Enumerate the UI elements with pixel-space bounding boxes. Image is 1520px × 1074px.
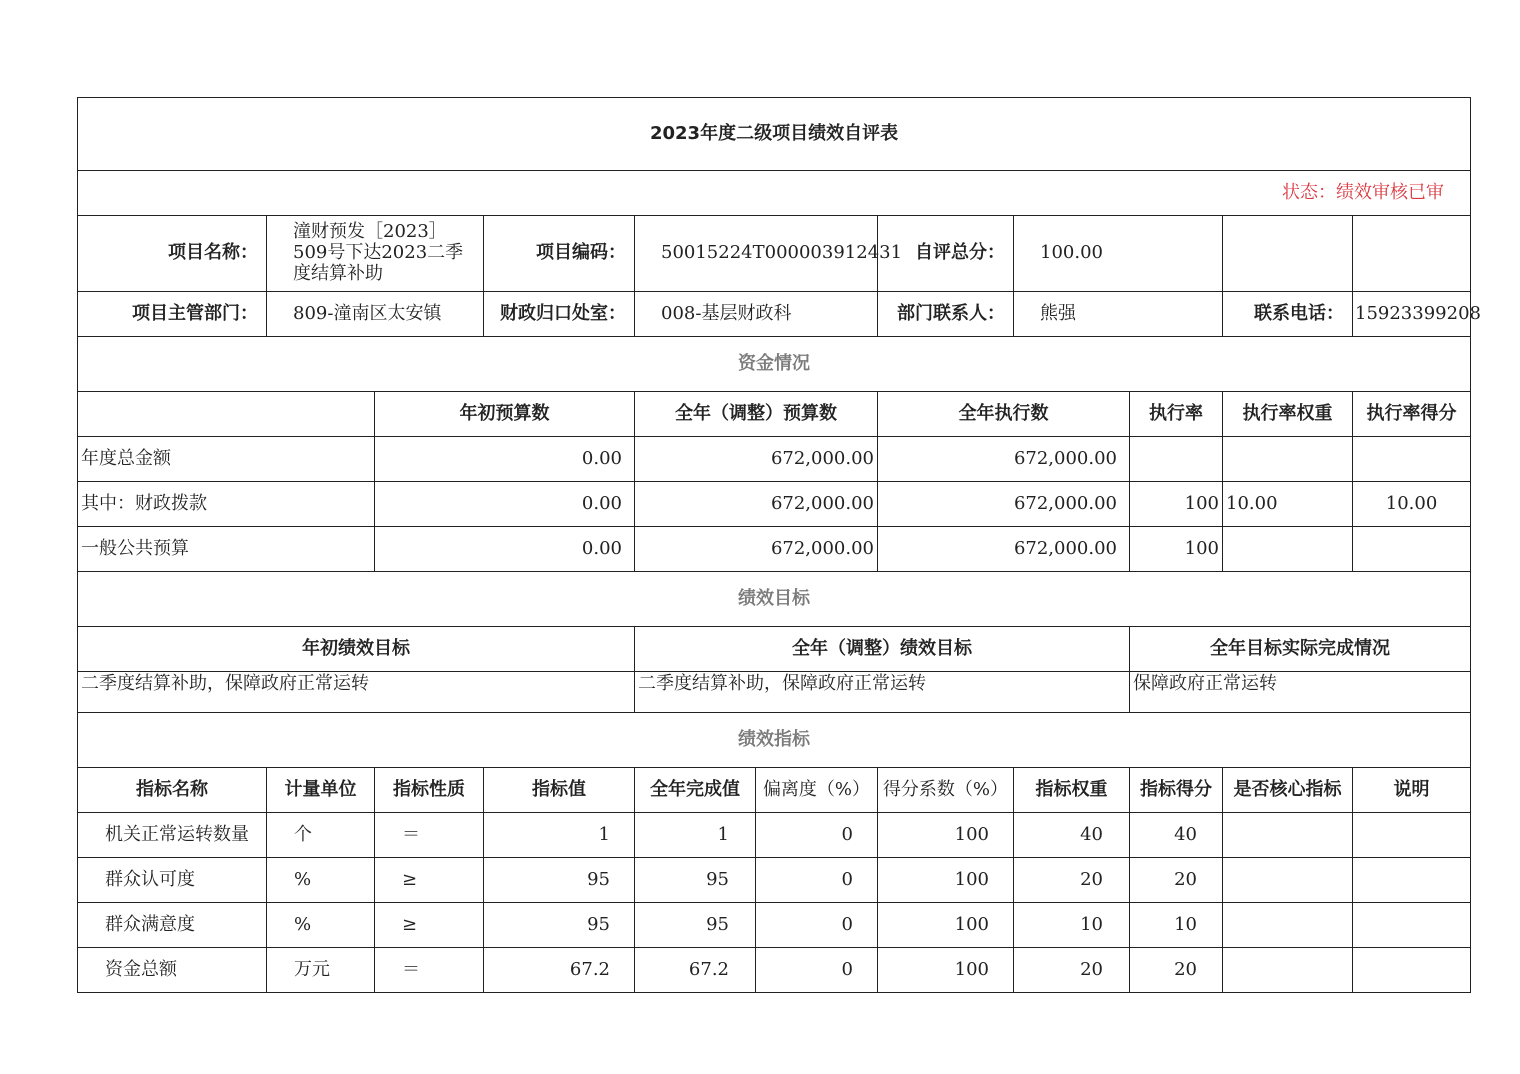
fund-rate — [1130, 437, 1223, 482]
goal-adjusted-value: 二季度结算补助，保障政府正常运转 — [635, 672, 1130, 713]
ind-deviation: 0 — [756, 813, 878, 858]
table-row — [78, 482, 1471, 527]
ind-note — [1353, 858, 1471, 903]
ind-deviation: 0 — [756, 903, 878, 948]
fund-adjusted: 672,000.00 — [635, 482, 878, 527]
indicators-section-title: 绩效指标 — [78, 713, 1471, 768]
funds-header-initial: 年初预算数 — [375, 392, 635, 437]
ind-coef: 100 — [878, 948, 1014, 993]
ind-target: 95 — [484, 858, 635, 903]
ind-note — [1353, 948, 1471, 993]
ind-coef: 100 — [878, 858, 1014, 903]
ind-unit: 万元 — [267, 948, 375, 993]
fund-weight — [1223, 527, 1353, 572]
fund-name: 年度总金额 — [78, 437, 375, 482]
ind-deviation: 0 — [756, 948, 878, 993]
funds-header-score: 执行率得分 — [1353, 392, 1471, 437]
ind-header-unit: 计量单位 — [267, 768, 375, 813]
table-row — [78, 903, 1471, 948]
project-code-label: 项目编码： — [484, 216, 635, 292]
ind-name: 资金总额 — [78, 948, 267, 993]
dept-value: 809-潼南区太安镇 — [267, 292, 484, 337]
goals-header-actual: 全年目标实际完成情况 — [1130, 627, 1471, 672]
phone-value: 15923399208 — [1353, 292, 1471, 337]
fund-adjusted: 672,000.00 — [635, 527, 878, 572]
fund-score: 10.00 — [1353, 482, 1471, 527]
ind-score: 20 — [1130, 948, 1223, 993]
ind-actual: 95 — [635, 858, 756, 903]
fund-initial: 0.00 — [375, 437, 635, 482]
funds-header-executed: 全年执行数 — [878, 392, 1130, 437]
project-name-label: 项目名称： — [78, 216, 267, 292]
ind-actual: 1 — [635, 813, 756, 858]
ind-note — [1353, 813, 1471, 858]
fund-name: 一般公共预算 — [78, 527, 375, 572]
ind-name: 群众认可度 — [78, 858, 267, 903]
funds-header-adjusted: 全年（调整）预算数 — [635, 392, 878, 437]
empty-cell — [1223, 216, 1353, 292]
empty-cell — [1353, 216, 1471, 292]
goal-actual-value: 保障政府正常运转 — [1130, 672, 1471, 713]
status-badge: 状态：绩效审核已审 — [78, 171, 1471, 216]
ind-nature: ＝ — [375, 813, 484, 858]
funds-section-title: 资金情况 — [78, 337, 1471, 392]
funds-header-blank — [78, 392, 375, 437]
ind-core — [1223, 858, 1353, 903]
ind-target: 95 — [484, 903, 635, 948]
evaluation-sheet — [77, 97, 1481, 993]
fund-weight: 10.00 — [1223, 482, 1353, 527]
ind-unit: % — [267, 858, 375, 903]
ind-weight: 20 — [1014, 858, 1130, 903]
table-row — [78, 527, 1471, 572]
goals-header-adjusted: 全年（调整）绩效目标 — [635, 627, 1130, 672]
ind-actual: 95 — [635, 903, 756, 948]
ind-nature: ≥ — [375, 903, 484, 948]
ind-note — [1353, 903, 1471, 948]
ind-score: 10 — [1130, 903, 1223, 948]
ind-core — [1223, 813, 1353, 858]
finance-office-label: 财政归口处室： — [484, 292, 635, 337]
ind-header-core: 是否核心指标 — [1223, 768, 1353, 813]
ind-header-name: 指标名称 — [78, 768, 267, 813]
ind-score: 40 — [1130, 813, 1223, 858]
ind-header-note: 说明 — [1353, 768, 1471, 813]
finance-office-value: 008-基层财政科 — [635, 292, 878, 337]
funds-header-rate: 执行率 — [1130, 392, 1223, 437]
ind-header-deviation: 偏离度（%） — [756, 768, 878, 813]
ind-score: 20 — [1130, 858, 1223, 903]
ind-unit: % — [267, 903, 375, 948]
ind-core — [1223, 903, 1353, 948]
ind-name: 群众满意度 — [78, 903, 267, 948]
project-code-value: 50015224T000003912431 — [635, 216, 878, 292]
ind-header-score: 指标得分 — [1130, 768, 1223, 813]
dept-label: 项目主管部门： — [78, 292, 267, 337]
ind-coef: 100 — [878, 903, 1014, 948]
fund-score — [1353, 437, 1471, 482]
fund-executed: 672,000.00 — [878, 482, 1130, 527]
ind-nature: ＝ — [375, 948, 484, 993]
contact-value: 熊强 — [1014, 292, 1223, 337]
ind-deviation: 0 — [756, 858, 878, 903]
ind-weight: 40 — [1014, 813, 1130, 858]
fund-rate: 100 — [1130, 482, 1223, 527]
ind-header-coef: 得分系数（%） — [878, 768, 1014, 813]
ind-actual: 67.2 — [635, 948, 756, 993]
ind-target: 1 — [484, 813, 635, 858]
goals-section-title: 绩效目标 — [78, 572, 1471, 627]
phone-label: 联系电话： — [1223, 292, 1353, 337]
score-total-label: 自评总分： — [878, 216, 1014, 292]
ind-name: 机关正常运转数量 — [78, 813, 267, 858]
score-total-value: 100.00 — [1014, 216, 1223, 292]
goals-header-initial: 年初绩效目标 — [78, 627, 635, 672]
fund-executed: 672,000.00 — [878, 527, 1130, 572]
ind-target: 67.2 — [484, 948, 635, 993]
ind-weight: 10 — [1014, 903, 1130, 948]
fund-adjusted: 672,000.00 — [635, 437, 878, 482]
table-row — [78, 948, 1471, 993]
funds-header-weight: 执行率权重 — [1223, 392, 1353, 437]
table-row — [78, 813, 1471, 858]
fund-initial: 0.00 — [375, 527, 635, 572]
ind-header-target: 指标值 — [484, 768, 635, 813]
ind-coef: 100 — [878, 813, 1014, 858]
ind-header-weight: 指标权重 — [1014, 768, 1130, 813]
ind-nature: ≥ — [375, 858, 484, 903]
table-row — [78, 437, 1471, 482]
ind-weight: 20 — [1014, 948, 1130, 993]
fund-weight — [1223, 437, 1353, 482]
ind-header-actual: 全年完成值 — [635, 768, 756, 813]
fund-rate: 100 — [1130, 527, 1223, 572]
goal-initial-value: 二季度结算补助，保障政府正常运转 — [78, 672, 635, 713]
page-title: 2023年度二级项目绩效自评表 — [78, 98, 1471, 171]
fund-score — [1353, 527, 1471, 572]
ind-header-nature: 指标性质 — [375, 768, 484, 813]
fund-initial: 0.00 — [375, 482, 635, 527]
ind-core — [1223, 948, 1353, 993]
ind-unit: 个 — [267, 813, 375, 858]
project-name-value: 潼财预发［2023］509号下达2023二季度结算补助 — [267, 216, 484, 292]
contact-label: 部门联系人： — [878, 292, 1014, 337]
table-row — [78, 858, 1471, 903]
fund-executed: 672,000.00 — [878, 437, 1130, 482]
fund-name: 其中：财政拨款 — [78, 482, 375, 527]
